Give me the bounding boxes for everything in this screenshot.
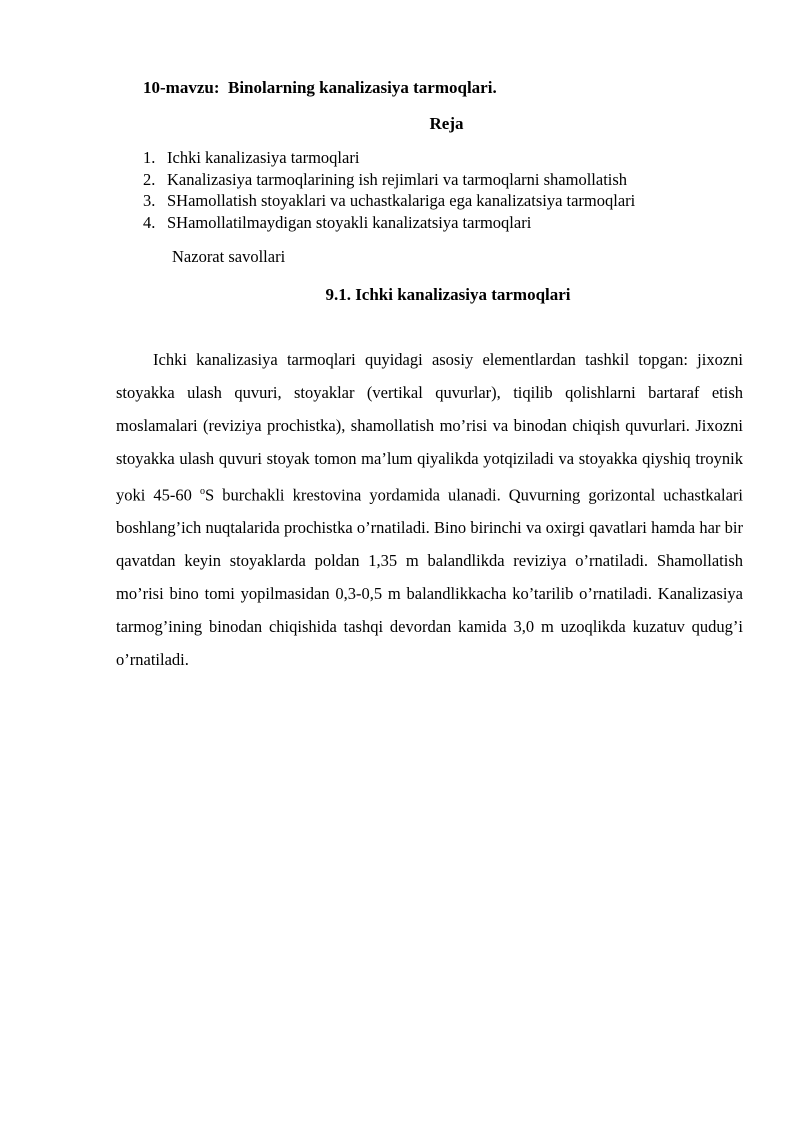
plan-item xyxy=(143,169,635,191)
body-paragraph xyxy=(116,344,743,677)
plan-item-number: 4. xyxy=(143,213,156,233)
plan-item-number: 1. xyxy=(143,148,156,167)
section-heading: 9.1. Ichki kanalizasiya tarmoqlari xyxy=(325,285,571,304)
topic-title: 10-mavzu: Binolarning kanalizasiya tarmoqlari. xyxy=(143,78,497,97)
plan-item-text: SHamollatish stoyaklari va uchastkalariga ega kanalizatsiya tarmoqlari xyxy=(167,191,636,211)
paragraph-text-end: S burchakli krestovina yordamida ulanadi. Quvurning gorizontal uchastkalari boshlang’ich nuqtalarida prochistka o’rnatiladi. Bino birinchi va oxirgi qavatlari hamda har bir qavatdan keyin stoyaklarda poldan 1,35 m balandlikda reviziya o’rnatiladi. Shamollatish mo’risi bino tomi yopilmasidan 0,3-0,5 m balandlikkacha ko’tarilib o’rnatiladi. Kanalizasiya tarmog’ining binodan chiqishida tashqi devordan kamida 3,0 m uzoqlikda kuzatuv qudug’i o’rnatiladi. xyxy=(116,485,743,669)
plan-item xyxy=(143,190,635,212)
plan-item-text: Ichki kanalizasiya tarmoqlari xyxy=(167,148,360,167)
control-questions-label: Nazorat savollari xyxy=(172,247,286,266)
plan-item-text: Kanalizasiya tarmoqlarining ish rejimlari va tarmoqlarni shamollatish xyxy=(167,169,628,189)
plan-item-text: SHamollatilmaydigan stoyakli kanalizatsiya tarmoqlari xyxy=(167,213,532,233)
degree-superscript: o xyxy=(199,485,205,497)
plan-heading: Reja xyxy=(429,114,464,133)
paragraph-text-start: Ichki kanalizasiya tarmoqlari quyidagi asosiy elementlardan tashkil topgan: jixozni stoyakka ulash quvuri, stoyaklar (vertikal quvurlar), tiqilib qolishlarni bartaraf etish moslamalari (reviziya prochistka), shamollatish mo’risi va binodan chiqish quvurlari. Jixozni stoyakka ulash quvuri stoyak tomon ma’lum qiyalikda yotqiziladi va stoyakka qiyshiq troynik yoki 45-60 xyxy=(116,350,743,505)
plan-item-number: 2. xyxy=(143,169,156,189)
plan-item xyxy=(143,147,635,169)
plan-list xyxy=(143,147,635,234)
plan-item-number: 3. xyxy=(143,191,156,211)
plan-item xyxy=(143,212,635,234)
